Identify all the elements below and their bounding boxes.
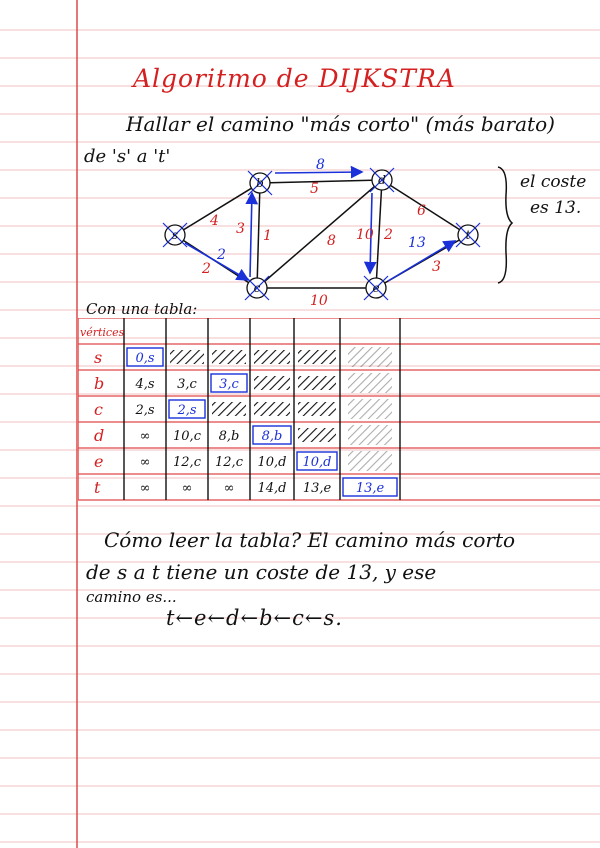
table-cell-value: 10,d	[257, 455, 287, 470]
table-cell-value: ∞	[223, 481, 235, 496]
table-cell-value: ∞	[181, 481, 193, 496]
table-cell-value: 13,e	[302, 481, 332, 496]
path-arrow-c-b	[250, 193, 252, 277]
table-caption: Con una tabla:	[86, 300, 198, 318]
weight-d-e-right: 2	[384, 227, 393, 243]
finalized-cell-hatch	[254, 350, 290, 364]
table-vertex-label: d	[94, 426, 105, 445]
cost-note-line-1: el coste	[520, 172, 587, 192]
edge-d-e	[376, 180, 382, 288]
weight-b-c-right: 1	[263, 228, 272, 244]
table-cell-value: 3,c	[177, 377, 197, 392]
finalized-cell-hatch	[298, 376, 336, 390]
reading-line-3: camino es...	[86, 588, 177, 606]
table-cell-value: 0,s	[135, 351, 155, 366]
shortest-path-text: t←e←d←b←c←s.	[166, 606, 343, 630]
table-cell-value: 13,e	[355, 481, 385, 496]
weight-b-d: 5	[310, 181, 319, 197]
crossed-out-cell	[348, 399, 392, 419]
weight-e-t: 3	[432, 259, 441, 275]
table-vertex-label: c	[94, 400, 103, 419]
edge-b-c	[257, 183, 260, 288]
table-cell-value: 14,d	[257, 481, 287, 496]
node-label-s: s	[171, 228, 179, 242]
table-vertex-label: e	[94, 452, 104, 471]
table-cell-value: 10,d	[302, 455, 332, 470]
node-label-b: b	[256, 176, 264, 190]
finalized-cell-hatch	[212, 350, 246, 364]
table-cell-value: ∞	[139, 429, 151, 444]
table-cell-value: 8,b	[261, 429, 283, 444]
weighted-graph	[150, 155, 490, 305]
table-cell-value: 2,s	[177, 403, 197, 418]
node-label-e: e	[372, 281, 380, 295]
weight-d-t: 6	[417, 203, 426, 219]
table-cell-value: ∞	[139, 481, 151, 496]
table-cell-value: 12,c	[215, 455, 243, 470]
node-label-c: c	[253, 281, 261, 295]
curly-brace	[494, 165, 516, 285]
finalized-cell-hatch	[298, 402, 336, 416]
path-weight-b-d: 8	[316, 157, 325, 173]
reading-line-2: de s a t tiene un coste de 13, y ese	[86, 560, 437, 584]
dijkstra-table	[78, 318, 600, 508]
table-cell-value: 3,c	[219, 377, 239, 392]
page-title: Algoritmo de DIJKSTRA	[133, 64, 456, 93]
weight-c-e: 10	[310, 293, 328, 305]
crossed-out-cell	[348, 451, 392, 471]
path-weight-e-t: 13	[408, 235, 426, 251]
finalized-cell-hatch	[212, 402, 246, 416]
weight-c-d: 8	[327, 233, 336, 249]
crossed-out-cell	[348, 425, 392, 445]
finalized-cell-hatch	[298, 350, 336, 364]
table-cell-value: 4,s	[135, 377, 155, 392]
weight-s-b: 4	[210, 213, 219, 229]
graph-nodes	[165, 170, 478, 298]
table-cell-value: ∞	[139, 455, 151, 470]
finalized-cell-hatch	[254, 376, 290, 390]
table-header-label: vértices	[80, 326, 125, 339]
weight-s-c: 2	[202, 261, 211, 277]
finalized-cell-hatch	[170, 350, 204, 364]
table-cell-value: 10,c	[173, 429, 201, 444]
table-vertex-label: b	[94, 374, 105, 393]
finalized-cell-hatch	[254, 402, 290, 416]
table-vertex-label: t	[94, 478, 101, 497]
path-weight-s-c: 2	[217, 247, 226, 263]
table-vertex-label: s	[94, 348, 103, 367]
table-cell-value: 12,c	[173, 455, 201, 470]
edge-b-d	[260, 180, 382, 183]
crossed-out-cell	[348, 373, 392, 393]
cost-note-line-2: es 13.	[530, 198, 582, 218]
problem-statement-line-2: de 's' a 't'	[84, 146, 171, 167]
problem-statement-line-1: Hallar el camino "más corto" (más barato)	[126, 112, 555, 136]
table-cell-value: 8,b	[218, 429, 240, 444]
table-cell-value: 2,s	[135, 403, 155, 418]
crossed-out-cell	[348, 347, 392, 367]
node-label-t: t	[465, 228, 471, 242]
reading-line-1: Cómo leer la tabla? El camino más corto	[104, 528, 516, 552]
node-label-d: d	[378, 173, 386, 187]
weight-b-c-left: 3	[236, 221, 245, 237]
finalized-cell-hatch	[298, 428, 336, 442]
weight-d-e-left: 10	[356, 227, 374, 243]
